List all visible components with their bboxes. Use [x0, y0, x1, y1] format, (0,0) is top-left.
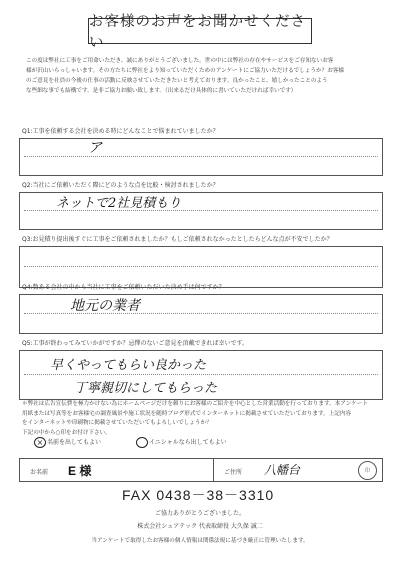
- intro-line: この度は弊社に工事をご用命いただき、誠にありがとうございました。世の中には弊社の存在やサービスをご存知ないお客: [26, 58, 334, 64]
- note-line: ＊弊社は広告宣伝費を極力かけない為にホームページだけを頼りにお客様のご紹介を中心とした営業活動を行っております。本アンケート: [22, 401, 368, 407]
- question-3-label: Q3:お見積り提出後すぐに工事をご依頼されましたか？もしご依頼されなかったとしたらどんな点が不安でしたか？: [22, 236, 333, 243]
- customer-info-row: [19, 458, 383, 482]
- note-line: 下記の中から○印をお付け下さい。: [22, 429, 111, 436]
- circle-check-icon: ×: [34, 437, 46, 448]
- address-label: ご住所: [224, 469, 243, 476]
- question-5-answer-line-2: 丁寧親切にしてもらった: [74, 381, 218, 396]
- company-signature: 株式会社シェアテック 代表取締役 大久保 誠二: [137, 523, 263, 530]
- address-value: 八幡台: [264, 463, 301, 477]
- divider: [213, 459, 214, 481]
- name-value: E 様: [68, 464, 92, 478]
- option-initials-ok-label: イニシャルなら出してもよい: [149, 439, 227, 446]
- publication-note: [22, 400, 380, 438]
- question-1-answer-box[interactable]: [19, 138, 383, 176]
- intro-line: 様が沢山いらっしゃいます。その方たちに弊社をより知っていただくためのアンケートにご協力いただけるでしょうか？お客様: [26, 68, 345, 74]
- privacy-note: 当アンケートで取得したお客様の個人情報は関係法規に基づき厳正に管理いたします。: [91, 538, 309, 544]
- option-initials-ok[interactable]: [136, 437, 227, 448]
- question-1-answer: ア: [88, 140, 102, 156]
- intro-line: のご意見を社員の今後の仕事の活動に反映させていただきたいと考えております。良かったこと、嬉しかったことのよう: [26, 78, 328, 84]
- question-2-label: Q2:当社にご依頼いただく際にどのような点を比較・検討されましたか？: [22, 182, 219, 189]
- thanks-text: ご協力ありがとうございました。: [154, 510, 245, 517]
- empty-circle-icon: [136, 437, 148, 448]
- question-5-label: Q5:工事が終わってみていかがですか？忌憚のないご意見を頂戴できれば幸いです。: [22, 340, 249, 347]
- answer-line: [24, 266, 378, 267]
- intro-text: [26, 56, 378, 96]
- option-name-ok[interactable]: [34, 437, 101, 448]
- name-label: お名前: [30, 469, 49, 476]
- question-2-answer: ネットで2社見積もり: [56, 196, 182, 211]
- survey-title-text: お客様のお声をお聞かせください: [89, 14, 306, 51]
- question-4-answer: 地元の業者: [70, 298, 140, 314]
- answer-line: [24, 156, 378, 157]
- question-1-label: Q1:工事を依頼する会社を決める時にどんなことで悩まれていましたか？: [22, 128, 219, 135]
- question-4-label: Q4:数ある会社の中から当社に工事をご依頼いただいた決め手は何ですか？: [22, 284, 225, 291]
- question-2-answer-box[interactable]: [19, 192, 383, 230]
- note-line: をインターネットや印刷物に掲載させていただいてもよろしいでしょうか？: [22, 420, 212, 426]
- intro-line: な些細な事でも結構です。是非ご協力お願い致します。（出来るだけ具体的に書いていただければ幸いです）: [26, 88, 297, 94]
- answer-line: [24, 374, 378, 375]
- fax-number: FAX 0438－38－3310: [122, 487, 275, 503]
- survey-title: [88, 14, 312, 51]
- question-5-answer-box[interactable]: [19, 350, 383, 400]
- option-name-ok-label: 名前を出してもよい: [47, 439, 102, 446]
- question-4-answer-box[interactable]: [19, 294, 383, 334]
- question-5-answer-line-1: 早くやってもらい良かった: [50, 358, 207, 373]
- note-line: 用紙または写真等をお客様宅の調査風景や施工状況を随時ブログ形式でインターネットに掲載させていただいております。上記内容: [22, 410, 352, 417]
- seal-stamp-icon: 印: [358, 461, 377, 480]
